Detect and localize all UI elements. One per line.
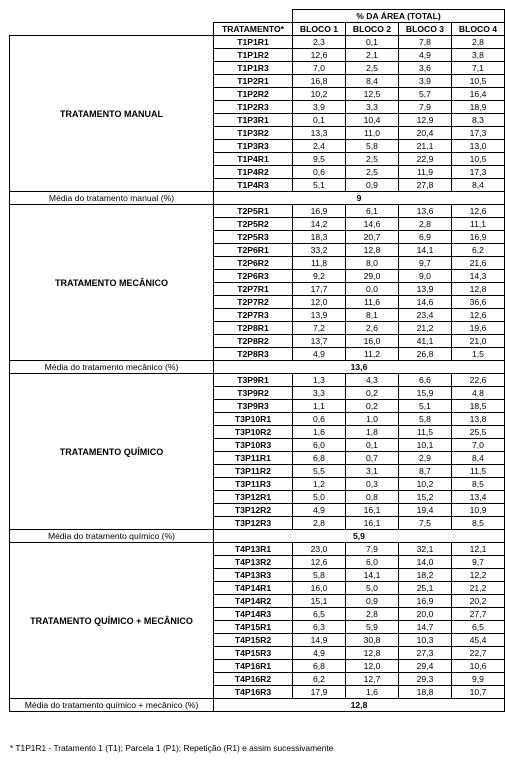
block-3-value-cell: 10,1 — [399, 439, 452, 452]
block-4-value-cell: 7,0 — [452, 439, 505, 452]
block-1-value-cell: 3,9 — [293, 101, 346, 114]
block-2-value-cell: 16,1 — [346, 504, 399, 517]
plot-code-cell: T3P11R2 — [214, 465, 293, 478]
block-1-value-cell: 18,3 — [293, 231, 346, 244]
block-2-value-cell: 5,8 — [346, 140, 399, 153]
block-2-value-cell: 12,7 — [346, 673, 399, 686]
block-3-value-cell: 23,4 — [399, 309, 452, 322]
block-1-value-cell: 7,0 — [293, 62, 346, 75]
plot-code-cell: T3P10R2 — [214, 426, 293, 439]
block-1-value-cell: 14,2 — [293, 218, 346, 231]
block-4-value-cell: 45,4 — [452, 634, 505, 647]
treatment-group-label: TRATAMENTO MECÂNICO — [10, 205, 214, 361]
treatment-header: TRATAMENTO* — [214, 23, 293, 36]
block-3-value-cell: 26,8 — [399, 348, 452, 361]
mean-value: 12,8 — [214, 699, 505, 712]
block-4-value-cell: 4,8 — [452, 387, 505, 400]
block-2-value-cell: 4,3 — [346, 374, 399, 387]
block-3-value-cell: 13,9 — [399, 283, 452, 296]
block-4-value-cell: 8,3 — [452, 114, 505, 127]
block-1-value-cell: 7,2 — [293, 322, 346, 335]
block-1-value-cell: 6,8 — [293, 660, 346, 673]
plot-code-cell: T1P3R3 — [214, 140, 293, 153]
block-3-value-cell: 14,7 — [399, 621, 452, 634]
plot-code-cell: T4P14R2 — [214, 595, 293, 608]
block-3-value-cell: 10,2 — [399, 478, 452, 491]
block-1-value-cell: 1,6 — [293, 426, 346, 439]
block-3-value-cell: 20,0 — [399, 608, 452, 621]
block-2-value-cell: 29,0 — [346, 270, 399, 283]
plot-code-cell: T2P5R3 — [214, 231, 293, 244]
plot-code-cell: T3P9R1 — [214, 374, 293, 387]
block-4-value-cell: 12,8 — [452, 283, 505, 296]
plot-code-cell: T4P14R1 — [214, 582, 293, 595]
mean-row — [10, 530, 505, 543]
block-3-value-cell: 21,2 — [399, 322, 452, 335]
block-4-value-cell: 9,9 — [452, 673, 505, 686]
block-1-value-cell: 6,3 — [293, 621, 346, 634]
block-4-value-cell: 8,4 — [452, 179, 505, 192]
block-4-value-cell: 12,6 — [452, 205, 505, 218]
block-3-value-cell: 29,4 — [399, 660, 452, 673]
plot-code-cell: T2P8R3 — [214, 348, 293, 361]
block-2-value-cell: 3,3 — [346, 101, 399, 114]
area-percent-header: % DA ÁREA (TOTAL) — [293, 10, 505, 23]
block-2-value-cell: 12,8 — [346, 244, 399, 257]
block-3-value-cell: 21,1 — [399, 140, 452, 153]
block-3-value-cell: 18,8 — [399, 686, 452, 699]
block-1-value-cell: 12,6 — [293, 49, 346, 62]
plot-code-cell: T3P12R1 — [214, 491, 293, 504]
plot-code-cell: T3P10R1 — [214, 413, 293, 426]
block-3-value-cell: 16,9 — [399, 595, 452, 608]
table-row — [10, 374, 505, 387]
block-2-value-cell: 0,2 — [346, 387, 399, 400]
block-3-value-cell: 11,5 — [399, 426, 452, 439]
plot-code-cell: T3P10R3 — [214, 439, 293, 452]
block-1-value-cell: 6,0 — [293, 439, 346, 452]
block-3-value-cell: 27,8 — [399, 179, 452, 192]
block-1-value-cell: 3,3 — [293, 387, 346, 400]
block-1-value-cell: 23,0 — [293, 543, 346, 556]
block-4-value-cell: 2,8 — [452, 36, 505, 49]
block-2-value-cell: 12,5 — [346, 88, 399, 101]
block-3-value-cell: 15,2 — [399, 491, 452, 504]
block-3-value-cell: 14,6 — [399, 296, 452, 309]
footnote: * T1P1R1 - Tratamento 1 (T1); Parcela 1 (P1); Repetição (R1) e assim sucessivamente — [10, 743, 334, 753]
block-4-value-cell: 22,7 — [452, 647, 505, 660]
plot-code-cell: T2P5R2 — [214, 218, 293, 231]
block-1-value-cell: 5,8 — [293, 569, 346, 582]
block-2-value-cell: 30,8 — [346, 634, 399, 647]
plot-code-cell: T1P3R1 — [214, 114, 293, 127]
treatment-group-label: TRATAMENTO QUÍMICO + MECÂNICO — [10, 543, 214, 699]
block-2-value-cell: 16,1 — [346, 517, 399, 530]
block-1-value-cell: 16,8 — [293, 75, 346, 88]
block-2-value-cell: 2,6 — [346, 322, 399, 335]
plot-code-cell: T2P8R1 — [214, 322, 293, 335]
block-2-value-cell: 11,0 — [346, 127, 399, 140]
plot-code-cell: T3P12R2 — [214, 504, 293, 517]
block-3-value-cell: 41,1 — [399, 335, 452, 348]
block-4-value-cell: 12,1 — [452, 543, 505, 556]
block-3-value-cell: 12,9 — [399, 114, 452, 127]
block-1-value-cell: 10,2 — [293, 88, 346, 101]
plot-code-cell: T1P1R1 — [214, 36, 293, 49]
mean-label: Média do tratamento químico (%) — [10, 530, 214, 543]
mean-row — [10, 699, 505, 712]
plot-code-cell: T3P11R3 — [214, 478, 293, 491]
block-4-value-cell: 19,6 — [452, 322, 505, 335]
block-2-value-cell: 11,2 — [346, 348, 399, 361]
block-2-value-cell: 20,7 — [346, 231, 399, 244]
block-2-value-cell: 1,8 — [346, 426, 399, 439]
block-4-value-cell: 6,2 — [452, 244, 505, 257]
block-1-value-cell: 9,5 — [293, 153, 346, 166]
mean-value: 5,9 — [214, 530, 505, 543]
block-4-value-cell: 14,3 — [452, 270, 505, 283]
treatment-group-label: TRATAMENTO QUÍMICO — [10, 374, 214, 530]
block-4-value-cell: 17,3 — [452, 166, 505, 179]
block-1-value-cell: 13,9 — [293, 309, 346, 322]
block-4-value-cell: 27,7 — [452, 608, 505, 621]
mean-label: Média do tratamento mecânico (%) — [10, 361, 214, 374]
block-1-value-cell: 16,9 — [293, 205, 346, 218]
block-1-value-cell: 13,3 — [293, 127, 346, 140]
block-3-value-cell: 7,5 — [399, 517, 452, 530]
block-4-value-cell: 22,6 — [452, 374, 505, 387]
block-1-value-cell: 33,2 — [293, 244, 346, 257]
plot-code-cell: T1P4R2 — [214, 166, 293, 179]
table-body — [10, 36, 505, 712]
block-4-value-cell: 13,0 — [452, 140, 505, 153]
block-3-value-cell: 15,9 — [399, 387, 452, 400]
block-1-value-cell: 1,3 — [293, 374, 346, 387]
block-4-value-cell: 9,7 — [452, 556, 505, 569]
block-1-value-cell: 2,4 — [293, 140, 346, 153]
block-1-value-cell: 11,8 — [293, 257, 346, 270]
block-1-value-cell: 17,7 — [293, 283, 346, 296]
block-2-value-cell: 10,4 — [346, 114, 399, 127]
block-2-value-cell: 2,8 — [346, 608, 399, 621]
block-1-value-cell: 12,0 — [293, 296, 346, 309]
block-2-value-cell: 7,9 — [346, 543, 399, 556]
plot-code-cell: T4P15R2 — [214, 634, 293, 647]
block-3-value-cell: 3,6 — [399, 62, 452, 75]
block-4-value-cell: 21,2 — [452, 582, 505, 595]
block-1-value-cell: 2,8 — [293, 517, 346, 530]
block-1-value-cell: 2,3 — [293, 36, 346, 49]
block-4-value-cell: 17,3 — [452, 127, 505, 140]
block-4-value-cell: 16,9 — [452, 231, 505, 244]
block-4-header: BLOCO 4 — [452, 23, 505, 36]
block-2-value-cell: 1,0 — [346, 413, 399, 426]
block-4-value-cell: 8,5 — [452, 478, 505, 491]
block-4-value-cell: 10,5 — [452, 75, 505, 88]
plot-code-cell: T1P2R3 — [214, 101, 293, 114]
block-4-value-cell: 13,8 — [452, 413, 505, 426]
block-2-value-cell: 3,1 — [346, 465, 399, 478]
block-3-value-cell: 6,9 — [399, 231, 452, 244]
block-4-value-cell: 3,8 — [452, 49, 505, 62]
block-2-value-cell: 0,9 — [346, 179, 399, 192]
block-2-value-cell: 8,4 — [346, 75, 399, 88]
block-4-value-cell: 12,2 — [452, 569, 505, 582]
plot-code-cell: T4P15R1 — [214, 621, 293, 634]
block-4-value-cell: 8,5 — [452, 517, 505, 530]
block-1-value-cell: 1,2 — [293, 478, 346, 491]
table-row — [10, 543, 505, 556]
block-2-value-cell: 11,6 — [346, 296, 399, 309]
block-3-value-cell: 22,9 — [399, 153, 452, 166]
block-4-value-cell: 20,2 — [452, 595, 505, 608]
block-2-value-cell: 0,0 — [346, 283, 399, 296]
block-3-value-cell: 9,7 — [399, 257, 452, 270]
block-1-value-cell: 15,1 — [293, 595, 346, 608]
block-3-value-cell: 18,2 — [399, 569, 452, 582]
block-2-value-cell: 14,1 — [346, 569, 399, 582]
block-1-value-cell: 17,9 — [293, 686, 346, 699]
plot-code-cell: T1P1R3 — [214, 62, 293, 75]
block-3-value-cell: 5,1 — [399, 400, 452, 413]
block-2-value-cell: 2,5 — [346, 166, 399, 179]
block-1-value-cell: 4,9 — [293, 348, 346, 361]
plot-code-cell: T2P5R1 — [214, 205, 293, 218]
block-3-value-cell: 29,3 — [399, 673, 452, 686]
block-1-value-cell: 0,6 — [293, 166, 346, 179]
plot-code-cell: T1P1R2 — [214, 49, 293, 62]
block-1-value-cell: 6,8 — [293, 452, 346, 465]
block-4-value-cell: 13,4 — [452, 491, 505, 504]
block-1-value-cell: 0,6 — [293, 413, 346, 426]
block-3-value-cell: 3,9 — [399, 75, 452, 88]
block-3-value-cell: 20,4 — [399, 127, 452, 140]
block-2-value-cell: 0,7 — [346, 452, 399, 465]
block-1-value-cell: 5,1 — [293, 179, 346, 192]
block-2-value-cell: 5,9 — [346, 621, 399, 634]
block-4-value-cell: 10,9 — [452, 504, 505, 517]
plot-code-cell: T3P11R1 — [214, 452, 293, 465]
mean-row — [10, 192, 505, 205]
block-4-value-cell: 21,0 — [452, 335, 505, 348]
block-2-value-cell: 0,8 — [346, 491, 399, 504]
plot-code-cell: T4P13R1 — [214, 543, 293, 556]
block-2-value-cell: 2,5 — [346, 62, 399, 75]
block-4-value-cell: 10,6 — [452, 660, 505, 673]
block-4-value-cell: 1,5 — [452, 348, 505, 361]
results-table — [9, 9, 505, 712]
block-2-value-cell: 0,1 — [346, 439, 399, 452]
block-4-value-cell: 6,5 — [452, 621, 505, 634]
block-4-value-cell: 16,4 — [452, 88, 505, 101]
block-4-value-cell: 18,9 — [452, 101, 505, 114]
plot-code-cell: T1P3R2 — [214, 127, 293, 140]
block-3-value-cell: 10,3 — [399, 634, 452, 647]
plot-code-cell: T2P7R3 — [214, 309, 293, 322]
plot-code-cell: T2P7R2 — [214, 296, 293, 309]
block-2-value-cell: 0,9 — [346, 595, 399, 608]
block-2-value-cell: 0,1 — [346, 36, 399, 49]
treatment-group-label: TRATAMENTO MANUAL — [10, 36, 214, 192]
block-3-value-cell: 14,0 — [399, 556, 452, 569]
block-3-value-cell: 19,4 — [399, 504, 452, 517]
block-1-value-cell: 6,5 — [293, 608, 346, 621]
block-3-value-cell: 27,3 — [399, 647, 452, 660]
block-2-value-cell: 2,5 — [346, 153, 399, 166]
block-3-value-cell: 9,0 — [399, 270, 452, 283]
block-4-value-cell: 7,1 — [452, 62, 505, 75]
block-2-value-cell: 8,1 — [346, 309, 399, 322]
block-2-value-cell: 2,1 — [346, 49, 399, 62]
block-1-value-cell: 6,2 — [293, 673, 346, 686]
mean-label: Média do tratamento químico + mecânico (%) — [10, 699, 214, 712]
block-2-value-cell: 0,2 — [346, 400, 399, 413]
plot-code-cell: T3P12R3 — [214, 517, 293, 530]
block-3-value-cell: 14,1 — [399, 244, 452, 257]
plot-code-cell: T3P9R3 — [214, 400, 293, 413]
block-3-value-cell: 5,7 — [399, 88, 452, 101]
plot-code-cell: T2P6R1 — [214, 244, 293, 257]
plot-code-cell: T4P16R2 — [214, 673, 293, 686]
block-4-value-cell: 11,1 — [452, 218, 505, 231]
block-3-value-cell: 6,6 — [399, 374, 452, 387]
plot-code-cell: T1P4R1 — [214, 153, 293, 166]
block-4-value-cell: 10,7 — [452, 686, 505, 699]
block-2-value-cell: 6,0 — [346, 556, 399, 569]
block-3-value-cell: 11,9 — [399, 166, 452, 179]
block-2-value-cell: 8,0 — [346, 257, 399, 270]
table-row — [10, 205, 505, 218]
plot-code-cell: T4P14R3 — [214, 608, 293, 621]
block-4-value-cell: 18,5 — [452, 400, 505, 413]
block-1-value-cell: 5,5 — [293, 465, 346, 478]
header-super-row — [10, 10, 505, 23]
block-4-value-cell: 36,6 — [452, 296, 505, 309]
block-4-value-cell: 10,5 — [452, 153, 505, 166]
block-2-value-cell: 12,8 — [346, 647, 399, 660]
block-1-value-cell: 9,2 — [293, 270, 346, 283]
block-3-value-cell: 7,9 — [399, 101, 452, 114]
plot-code-cell: T3P9R2 — [214, 387, 293, 400]
plot-code-cell: T2P7R1 — [214, 283, 293, 296]
block-2-value-cell: 5,0 — [346, 582, 399, 595]
block-3-value-cell: 8,7 — [399, 465, 452, 478]
block-3-value-cell: 25,1 — [399, 582, 452, 595]
block-3-value-cell: 32,1 — [399, 543, 452, 556]
mean-label: Média do tratamento manual (%) — [10, 192, 214, 205]
block-1-value-cell: 14,9 — [293, 634, 346, 647]
plot-code-cell: T4P15R3 — [214, 647, 293, 660]
plot-code-cell: T4P16R1 — [214, 660, 293, 673]
block-2-value-cell: 14,6 — [346, 218, 399, 231]
block-1-value-cell: 4,9 — [293, 504, 346, 517]
block-3-value-cell: 4,9 — [399, 49, 452, 62]
block-1-value-cell: 5,0 — [293, 491, 346, 504]
block-3-value-cell: 2,9 — [399, 452, 452, 465]
block-1-value-cell: 4,9 — [293, 647, 346, 660]
plot-code-cell: T2P6R2 — [214, 257, 293, 270]
plot-code-cell: T2P8R2 — [214, 335, 293, 348]
plot-code-cell: T4P16R3 — [214, 686, 293, 699]
block-3-header: BLOCO 3 — [399, 23, 452, 36]
block-1-value-cell: 0,1 — [293, 114, 346, 127]
plot-code-cell: T4P13R3 — [214, 569, 293, 582]
block-2-value-cell: 16,0 — [346, 335, 399, 348]
plot-code-cell: T4P13R2 — [214, 556, 293, 569]
block-3-value-cell: 13,6 — [399, 205, 452, 218]
block-1-value-cell: 13,7 — [293, 335, 346, 348]
block-2-value-cell: 12,0 — [346, 660, 399, 673]
plot-code-cell: T1P4R3 — [214, 179, 293, 192]
block-3-value-cell: 2,8 — [399, 218, 452, 231]
mean-value: 9 — [214, 192, 505, 205]
mean-value: 13,6 — [214, 361, 505, 374]
plot-code-cell: T1P2R1 — [214, 75, 293, 88]
plot-code-cell: T2P6R3 — [214, 270, 293, 283]
table-row — [10, 36, 505, 49]
header-row — [10, 23, 505, 36]
block-1-value-cell: 1,1 — [293, 400, 346, 413]
block-2-value-cell: 0,3 — [346, 478, 399, 491]
block-1-value-cell: 16,0 — [293, 582, 346, 595]
block-4-value-cell: 11,5 — [452, 465, 505, 478]
block-4-value-cell: 21,6 — [452, 257, 505, 270]
block-2-value-cell: 1,6 — [346, 686, 399, 699]
block-2-header: BLOCO 2 — [346, 23, 399, 36]
block-4-value-cell: 8,4 — [452, 452, 505, 465]
mean-row — [10, 361, 505, 374]
block-1-value-cell: 12,6 — [293, 556, 346, 569]
block-3-value-cell: 5,8 — [399, 413, 452, 426]
block-1-header: BLOCO 1 — [293, 23, 346, 36]
plot-code-cell: T1P2R2 — [214, 88, 293, 101]
block-3-value-cell: 7,8 — [399, 36, 452, 49]
block-4-value-cell: 25,5 — [452, 426, 505, 439]
block-4-value-cell: 12,6 — [452, 309, 505, 322]
block-2-value-cell: 6,1 — [346, 205, 399, 218]
